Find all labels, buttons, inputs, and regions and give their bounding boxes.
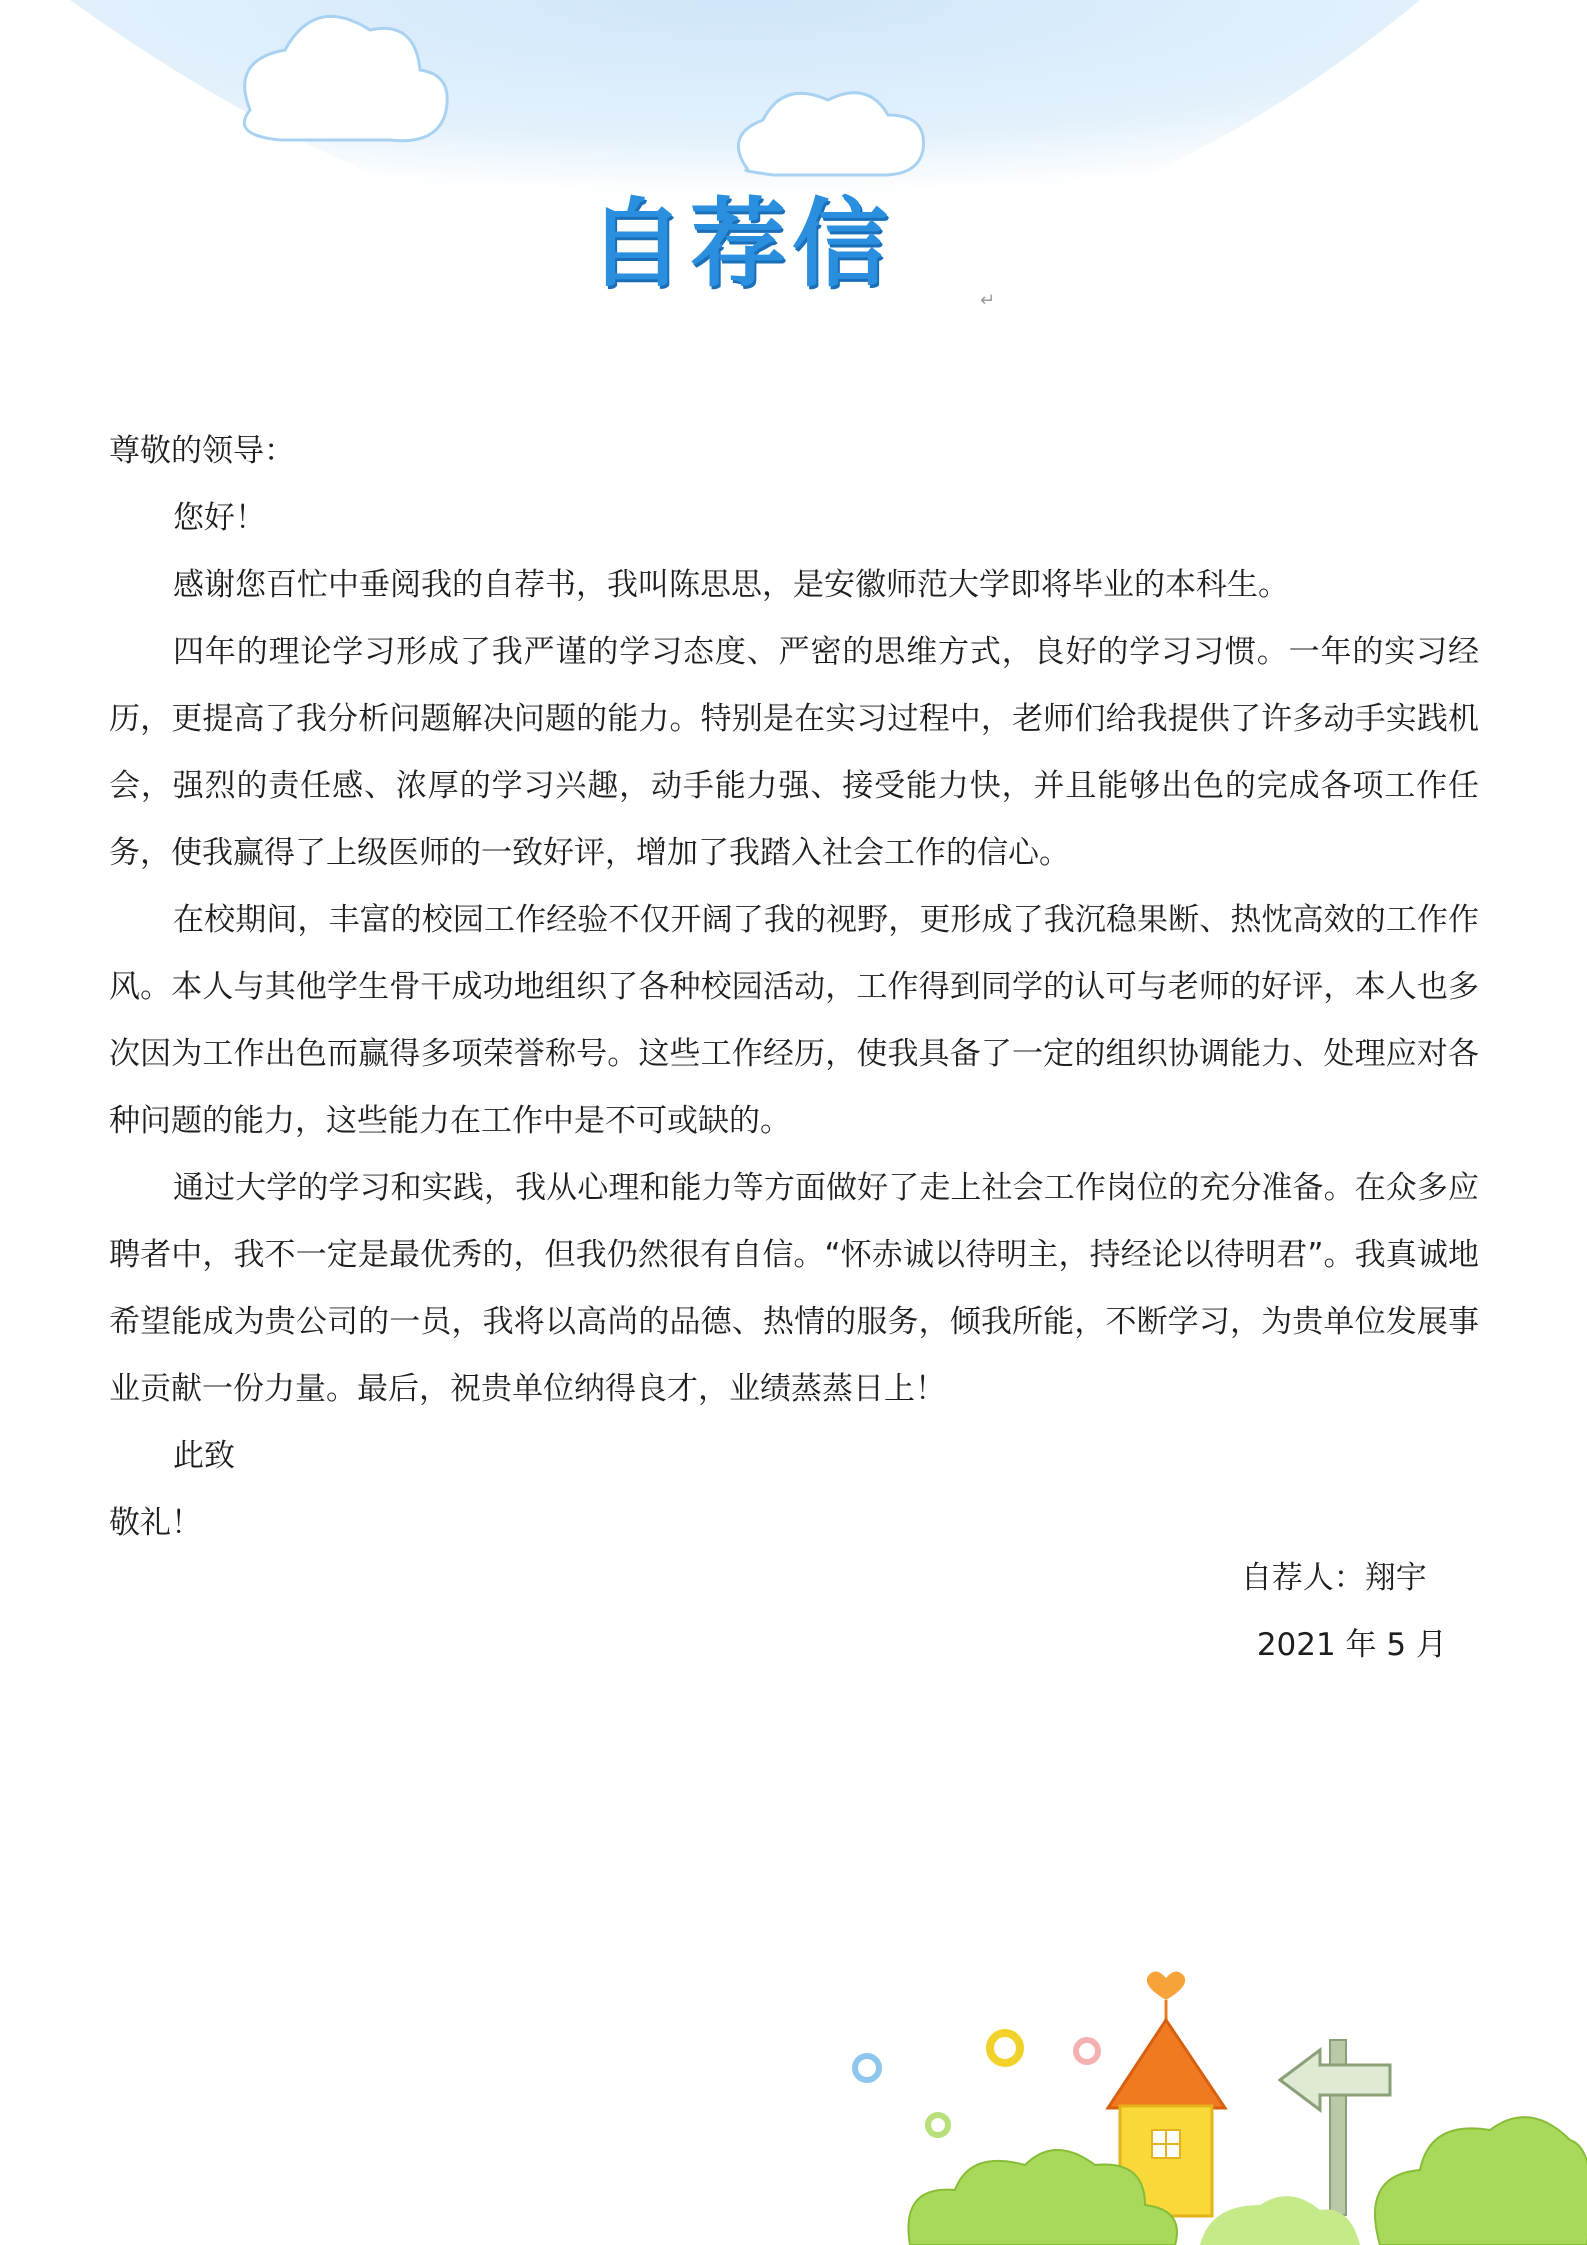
closing-regards: 敬礼！ (109, 1505, 202, 1541)
paragraph: 通过大学的学习和实践，我从心理和能力等方面做好了走上社会工作岗位的充分准备。在众多应聘者中，我不一定是最优秀的，但我仍然很有自信。“怀赤诚以待明主，持经论以待明君”。我真诚地希望能成为贵公司的一员，我将以高尚的品德、热情的服务，倾我所能，不断学习，为贵单位发展事业贡献一份力量。最后，祝贵单位纳得良才，业绩蒸蒸日上！ (109, 1170, 1479, 1407)
signature-date: 2021 年 5 月 (1256, 1627, 1447, 1663)
paragraph: 感谢您百忙中垂阅我的自荐书，我叫陈思思，是安徽师范大学即将毕业的本科生。 (173, 567, 1289, 603)
page-title: 自荐信 (588, 188, 894, 300)
greeting: 您好！ (173, 500, 266, 536)
bush-icon (1375, 2117, 1587, 2245)
salutation: 尊敬的领导： (109, 433, 295, 469)
signature-block (1241, 1545, 1447, 1679)
house-roof-icon (1108, 2020, 1225, 2108)
closing-line: 此致 (173, 1438, 235, 1474)
circle-icon (1076, 2040, 1098, 2062)
circle-icon (855, 2056, 879, 2080)
paragraph: 四年的理论学习形成了我严谨的学习态度、严密的思维方式，良好的学习习惯。一年的实习经历，更提高了我分析问题解决问题的能力。特别是在实习过程中，老师们给我提供了许多动手实践机会，强烈的责任感、浓厚的学习兴趣，动手能力强、接受能力快，并且能够出色的完成各项工作任务，使我赢得了上级医师的一致好评，增加了我踏入社会工作的信心。 (109, 634, 1479, 871)
return-mark: ↵ (980, 290, 996, 311)
house-landscape-decoration (820, 1960, 1587, 2245)
circle-icon (928, 2115, 948, 2135)
paragraph: 在校期间，丰富的校园工作经验不仅开阔了我的视野，更形成了我沉稳果断、热忱高效的工作作风。本人与其他学生骨干成功地组织了各种校园活动，工作得到同学的认可与老师的好评，本人也多次因为工作出色而赢得多项荣誉称号。这些工作经历，使我具备了一定的组织协调能力、处理应对各种问题的能力，这些能力在工作中是不可或缺的。 (109, 902, 1479, 1139)
circle-icon (990, 2033, 1020, 2063)
letter-body (109, 418, 1479, 1557)
heart-icon (1147, 1971, 1185, 2000)
signature-name: 自荐人：翔宇 (1240, 1560, 1427, 1596)
